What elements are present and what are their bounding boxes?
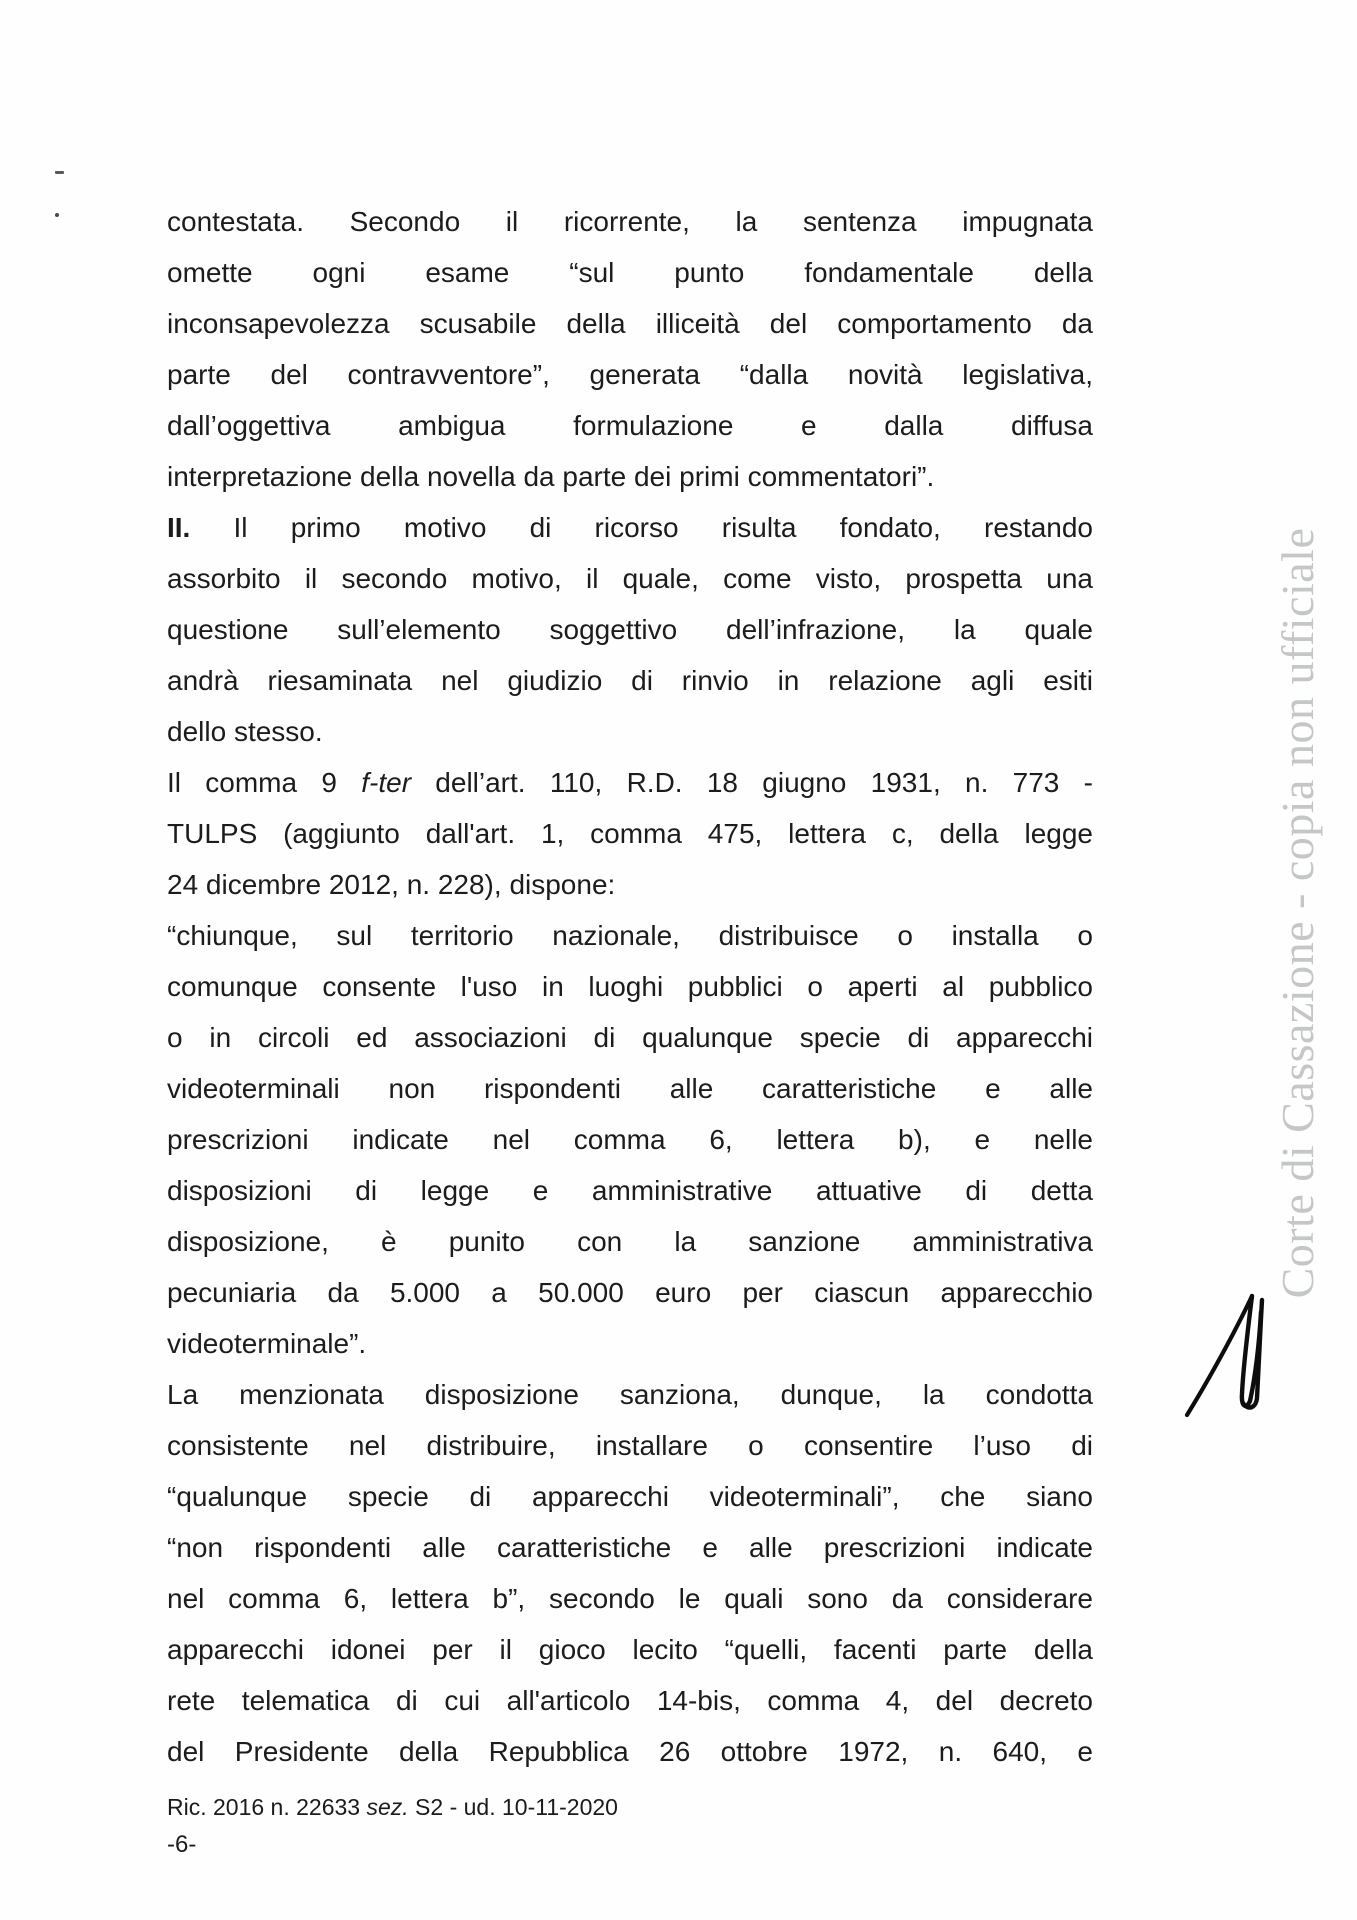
- watermark-vertical-text: Corte di Cassazione - copia non ufficiale: [1272, 527, 1323, 1299]
- text-line: videoterminali non rispondenti alle caratteristiche e alle: [167, 1073, 1093, 1104]
- text-line: dello stesso.: [167, 716, 323, 747]
- text-line: assorbito il secondo motivo, il quale, come visto, prospetta una: [167, 563, 1093, 594]
- text-line: dall’oggettiva ambigua formulazione e dalla diffusa: [167, 410, 1093, 441]
- text-line: “qualunque specie di apparecchi videoterminali”, che siano: [167, 1481, 1093, 1512]
- text-line: pecuniaria da 5.000 a 50.000 euro per ciascun apparecchio: [167, 1277, 1093, 1308]
- text-line: apparecchi idonei per il gioco lecito “quelli, facenti parte della: [167, 1634, 1093, 1665]
- text-line: comunque consente l'uso in luoghi pubblici o aperti al pubblico: [167, 971, 1093, 1002]
- page-number: -6-: [167, 1831, 197, 1858]
- handwritten-signature-mark: [1182, 1286, 1277, 1426]
- text-line: andrà riesaminata nel giudizio di rinvio in relazione agli esiti: [167, 665, 1093, 696]
- page-footer: [167, 1789, 618, 1863]
- text-line: nel comma 6, lettera b”, secondo le quali sono da considerare: [167, 1583, 1093, 1614]
- text-line: consistente nel distribuire, installare o consentire l’uso di: [167, 1430, 1093, 1461]
- text-line: videoterminale”.: [167, 1328, 367, 1359]
- text-line: prescrizioni indicate nel comma 6, lettera b), e nelle: [167, 1124, 1093, 1155]
- text-line: disposizione, è punito con la sanzione amministrativa: [167, 1226, 1093, 1257]
- text-line: o in circoli ed associazioni di qualunque specie di apparecchi: [167, 1022, 1093, 1053]
- text-line: II. Il primo motivo di ricorso risulta fondato, restando: [167, 512, 1093, 543]
- document-body-text: [167, 196, 1093, 1777]
- scan-artifact-dash: [55, 171, 64, 174]
- text-line: del Presidente della Repubblica 26 ottobre 1972, n. 640, e: [167, 1736, 1093, 1767]
- text-line: Il comma 9 f-ter dell’art. 110, R.D. 18 giugno 1931, n. 773 -: [167, 767, 1093, 798]
- text-line: parte del contravventore”, generata “dalla novità legislativa,: [167, 359, 1093, 390]
- text-line: rete telematica di cui all'articolo 14-bis, comma 4, del decreto: [167, 1685, 1093, 1716]
- text-line: interpretazione della novella da parte dei primi commentatori”.: [167, 461, 935, 492]
- case-reference-line: Ric. 2016 n. 22633 sez. S2 - ud. 10-11-2020: [167, 1794, 618, 1820]
- text-line: disposizioni di legge e amministrative attuative di detta: [167, 1175, 1093, 1206]
- scan-artifact-dot: [55, 213, 59, 217]
- text-line: 24 dicembre 2012, n. 228), dispone:: [167, 869, 616, 900]
- text-line: “chiunque, sul territorio nazionale, distribuisce o installa o: [167, 920, 1093, 951]
- text-line: TULPS (aggiunto dall'art. 1, comma 475, lettera c, della legge: [167, 818, 1093, 849]
- text-line: La menzionata disposizione sanziona, dunque, la condotta: [167, 1379, 1093, 1410]
- text-line: questione sull’elemento soggettivo dell’infrazione, la quale: [167, 614, 1093, 645]
- text-line: contestata. Secondo il ricorrente, la sentenza impugnata: [167, 206, 1093, 237]
- case-reference-sez: sez.: [366, 1794, 409, 1820]
- text-line: omette ogni esame “sul punto fondamentale della: [167, 257, 1093, 288]
- text-line: “non rispondenti alle caratteristiche e alle prescrizioni indicate: [167, 1532, 1093, 1563]
- text-line: inconsapevolezza scusabile della illiceità del comportamento da: [167, 308, 1093, 339]
